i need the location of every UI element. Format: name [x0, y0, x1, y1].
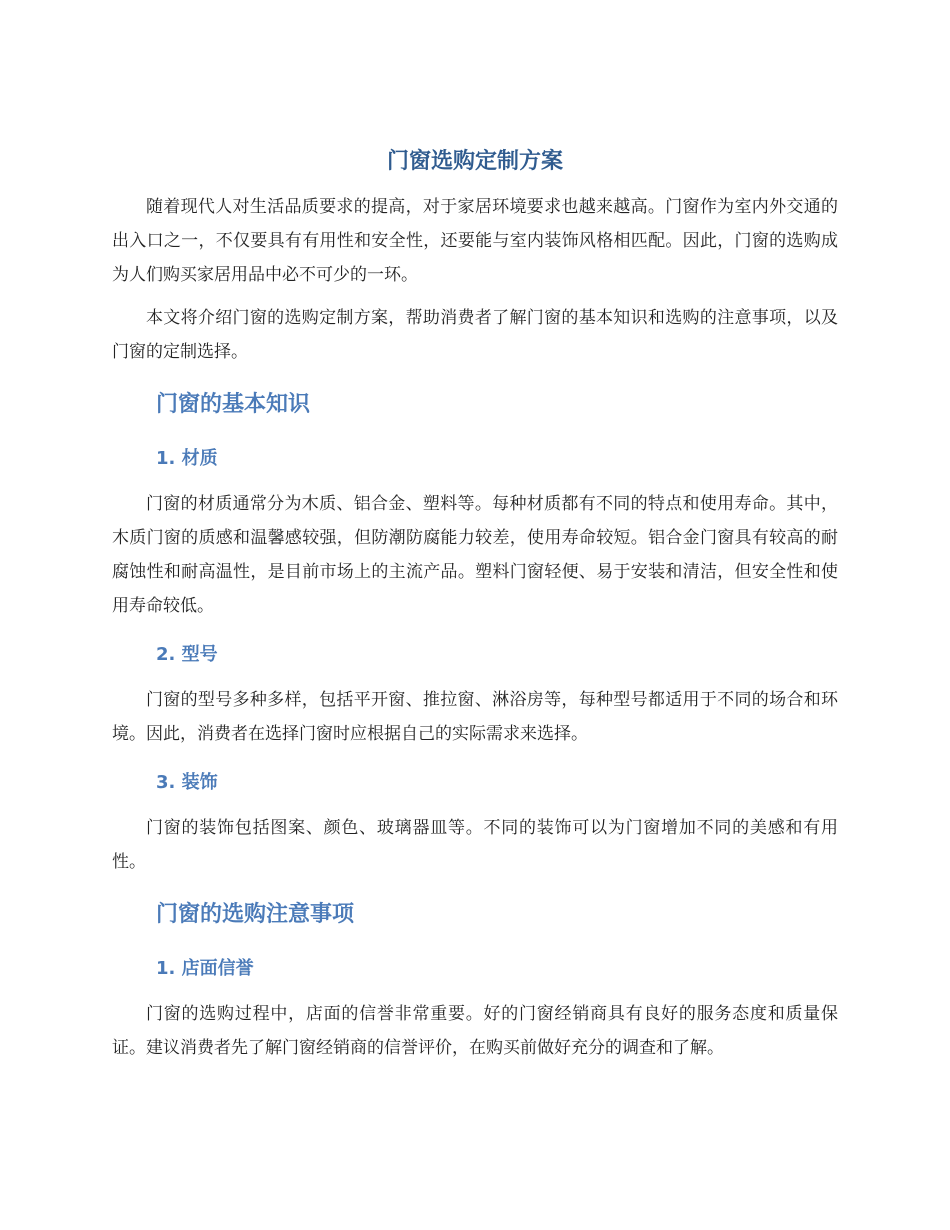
subsection-text-store-reputation: 门窗的选购过程中，店面的信誉非常重要。好的门窗经销商具有良好的服务态度和质量保证。建议消费者先了解门窗经销商的信誉评价，在购买前做好充分的调查和了解。 [112, 1004, 838, 1058]
subsection-text-material: 门窗的材质通常分为木质、铝合金、塑料等。每种材质都有不同的特点和使用寿命。其中，木质门窗的质感和温馨感较强，但防潮防腐能力较差，使用寿命较短。铝合金门窗具有较高的耐腐蚀性和耐高温性，是目前市场上的主流产品。塑料门窗轻便、易于安装和清洁，但安全性和使用寿命较低。 [112, 494, 838, 616]
subsection-heading-decoration: 3. 装饰 [156, 772, 218, 793]
page-title: 门窗选购定制方案 [386, 149, 563, 174]
document-body [112, 140, 838, 1065]
subsection-heading-material: 1. 材质 [156, 448, 218, 469]
intro-paragraph-1: 随着现代人对生活品质要求的提高，对于家居环境要求也越来越高。门窗作为室内外交通的出入口之一，不仅要具有有用性和安全性，还要能与室内装饰风格相匹配。因此，门窗的选购成为人们购买家居用品中必不可少的一环。 [112, 197, 838, 285]
subsection-text-decoration: 门窗的装饰包括图案、颜色、玻璃器皿等。不同的装饰可以为门窗增加不同的美感和有用性。 [112, 818, 838, 872]
subsection-heading-model: 2. 型号 [156, 644, 218, 665]
section-basic-knowledge [112, 383, 838, 879]
section-purchase-notes [112, 893, 838, 1065]
section-heading-basic-knowledge: 门窗的基本知识 [156, 392, 311, 417]
section-heading-purchase-notes: 门窗的选购注意事项 [156, 902, 355, 927]
subsection-text-model: 门窗的型号多种多样，包括平开窗、推拉窗、淋浴房等，每种型号都适用于不同的场合和环境。因此，消费者在选择门窗时应根据自己的实际需求来选择。 [112, 690, 838, 744]
subsection-heading-store-reputation: 1. 店面信誉 [156, 958, 254, 979]
intro-paragraph-2: 本文将介绍门窗的选购定制方案，帮助消费者了解门窗的基本知识和选购的注意事项，以及门窗的定制选择。 [112, 308, 838, 362]
